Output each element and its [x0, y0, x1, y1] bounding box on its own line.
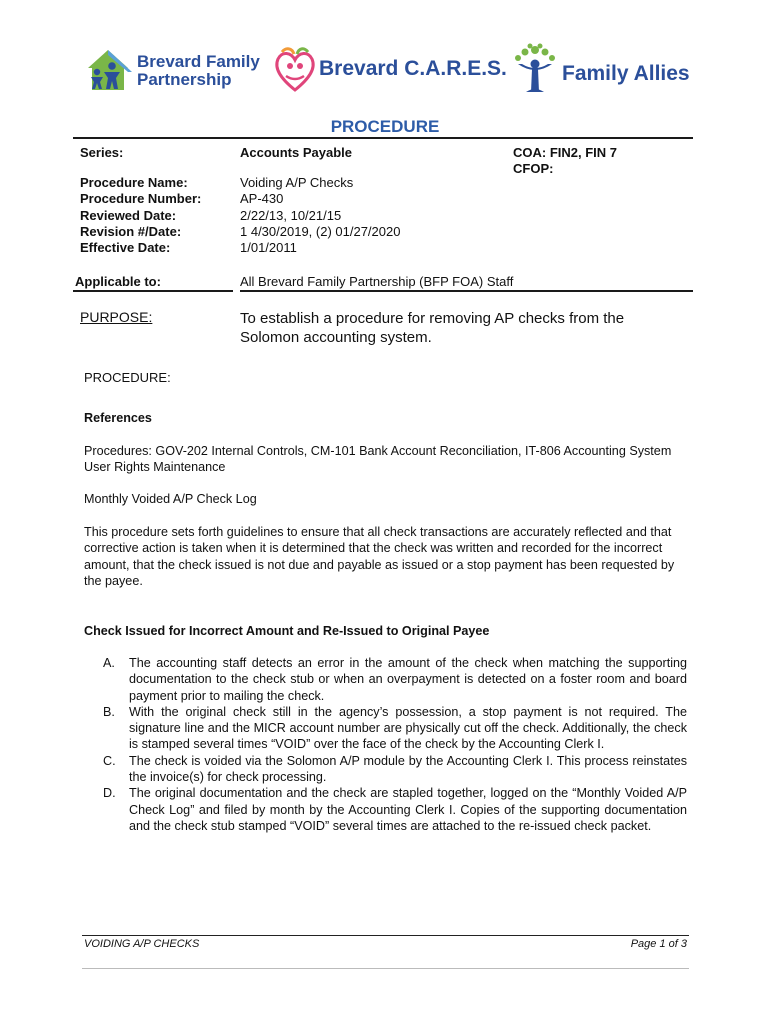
field-values	[240, 175, 400, 256]
item-marker: B.	[103, 704, 115, 719]
coa-block	[513, 145, 617, 178]
item-text: With the original check still in the agency’s possession, a stop payment is not required. The signature line and the MICR account number are physically cut off the check. Additionally, the check is stamped several times “VOID” over the face of the check by the Accounting Clerk I.	[129, 704, 687, 752]
allies-logo-text: Family Allies	[562, 62, 690, 85]
procedure-label: PROCEDURE:	[84, 370, 171, 385]
series-value: Accounts Payable	[240, 145, 352, 160]
applicable-value: All Brevard Family Partnership (BFP FOA) Staff	[240, 274, 514, 289]
field-labels	[80, 175, 201, 256]
series-label: Series:	[80, 145, 124, 160]
list-item	[103, 655, 687, 704]
page-number: Page 1 of 3	[630, 938, 687, 950]
procedure-name-value: Voiding A/P Checks	[240, 175, 354, 190]
list-item	[103, 753, 687, 786]
effective-date-value: 1/01/2011	[240, 240, 297, 256]
list-item	[103, 704, 687, 753]
check-log-reference: Monthly Voided A/P Check Log	[84, 492, 257, 506]
references-text: Procedures: GOV-202 Internal Controls, CM-101 Bank Account Reconciliation, IT-806 Accounting System User Rights Maintenance	[84, 444, 672, 475]
item-text: The check is voided via the Solomon A/P module by the Accounting Clerk I. This process reinstates the invoice(s) for check processing.	[129, 753, 687, 785]
logo-brevard-cares	[272, 46, 507, 96]
applicable-label: Applicable to:	[75, 274, 161, 289]
applicable-rule-right	[240, 290, 693, 292]
procedure-steps-list	[103, 655, 687, 834]
header-top-rule	[73, 137, 693, 139]
allies-tree-icon	[508, 42, 562, 96]
item-text: The accounting staff detects an error in the amount of the check when matching the supporting documentation to the check stub or when an overpayment is detected on a foster room and board payment prior to mailing the check.	[129, 656, 687, 703]
purpose-text: To establish a procedure for removing AP checks from the Solomon accounting system.	[240, 310, 625, 346]
field-label: Revision #/Date:	[80, 223, 182, 239]
bfp-logo-line2: Partnership	[137, 70, 232, 89]
list-item	[103, 785, 687, 834]
cares-logo-text: Brevard C.A.R.E.S.	[319, 57, 507, 80]
bfp-logo-line1: Brevard Family	[137, 52, 260, 71]
footer-top-rule	[82, 935, 689, 936]
cares-heart-icon	[272, 46, 318, 94]
revision-date-value: 1 4/30/2019, (2) 01/27/2020	[240, 223, 401, 239]
field-label: Effective Date:	[80, 240, 171, 256]
reviewed-date-value: 2/22/13, 10/21/15	[240, 207, 342, 223]
item-marker: A.	[103, 656, 115, 670]
intro-paragraph: This procedure sets forth guidelines to ensure that all check transactions are accurately reflected and that corrective action is taken when it is determined that the check was written and recorded for the incorrect amount, that the check issued is not due and payable as issued or a stop payment has been requested by the payee.	[84, 525, 675, 588]
item-marker: D.	[103, 786, 116, 801]
field-label: Procedure Name:	[80, 175, 188, 190]
procedure-number-value: AP-430	[240, 191, 284, 207]
cfop-label: CFOP:	[513, 161, 554, 177]
logo-brevard-family-partnership	[84, 46, 274, 94]
item-marker: C.	[103, 753, 116, 768]
bfp-house-icon	[84, 46, 136, 94]
applicable-rule-left	[73, 290, 233, 292]
field-label: Reviewed Date:	[80, 207, 177, 223]
page-title: PROCEDURE	[330, 117, 440, 136]
footer-bottom-rule	[82, 968, 689, 969]
logo-family-allies	[508, 42, 693, 98]
purpose-label: PURPOSE:	[80, 309, 153, 325]
item-text: The original documentation and the check are stapled together, logged on the “Monthly Voided A/P Check Log” and filed by month by the Accounting Clerk I. Copies of the supporting documentation and the check stub stamped “VOID” several times are attached to the re-issued check packet.	[129, 786, 687, 833]
section-heading: Check Issued for Incorrect Amount and Re-Issued to Original Payee	[84, 624, 490, 638]
references-heading: References	[84, 411, 152, 425]
footer-title: VOIDING A/P CHECKS	[84, 938, 200, 950]
field-label: Procedure Number:	[80, 191, 202, 207]
coa-value: COA: FIN2, FIN 7	[513, 145, 618, 160]
